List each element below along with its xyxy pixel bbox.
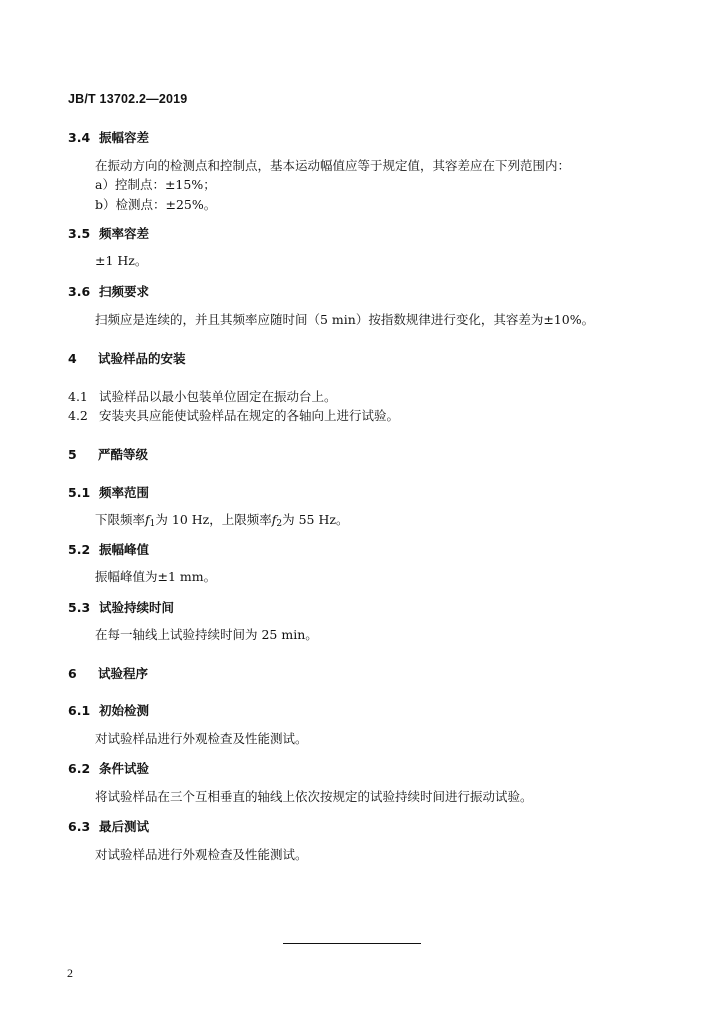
paragraph-6-3: 对试验样品进行外观检查及性能测试。	[95, 847, 308, 862]
heading-4: 4 试验样品的安装	[68, 351, 186, 366]
paragraph-3-4: 在振动方向的检测点和控制点，基本运动幅值应等于规定值，其容差应在下列范围内：	[95, 158, 571, 173]
paragraph-6-1: 对试验样品进行外观检查及性能测试。	[95, 731, 308, 746]
page-number: 2	[67, 966, 73, 980]
paragraph-5-1: 下限频率$f_1$为 10 Hz，上限频率$f_2$为 55 Hz。	[95, 512, 349, 529]
paragraph-3-5: ±1 Hz。	[95, 253, 148, 268]
paragraph-6-2: 将试验样品在三个互相垂直的轴线上依次按规定的试验持续时间进行振动试验。	[95, 789, 533, 804]
list-item-check-point: b）检测点：±25%。	[95, 197, 217, 212]
clause-4-2: 4.2 安装夹具应能使试验样品在规定的各轴向上进行试验。	[68, 408, 400, 423]
heading-3-4: 3.4 振幅容差	[68, 130, 150, 145]
end-of-document-line	[283, 943, 421, 944]
heading-6-2: 6.2 条件试验	[68, 761, 150, 776]
heading-6-1: 6.1 初始检测	[68, 703, 150, 718]
heading-5-3: 5.3 试验持续时间	[68, 600, 175, 615]
clause-4-1: 4.1 试验样品以最小包装单位固定在振动台上。	[68, 389, 337, 404]
paragraph-3-6: 扫频应是连续的，并且其频率应随时间（5 min）按指数规律进行变化，其容差为±10%。	[95, 312, 595, 327]
heading-6-3: 6.3 最后测试	[68, 819, 150, 834]
heading-3-5: 3.5 频率容差	[68, 226, 150, 241]
heading-6: 6 试验程序	[68, 666, 149, 681]
paragraph-5-3: 在每一轴线上试验持续时间为 25 min。	[95, 627, 318, 642]
heading-5-1: 5.1 频率范围	[68, 485, 150, 500]
paragraph-5-2: 振幅峰值为±1 mm。	[95, 569, 217, 584]
heading-5-2: 5.2 振幅峰值	[68, 542, 150, 557]
heading-3-6: 3.6 扫频要求	[68, 284, 150, 299]
standard-code: JB/T 13702.2—2019	[68, 92, 188, 106]
heading-5: 5 严酷等级	[68, 447, 149, 462]
list-item-control-point: a）控制点：±15%；	[95, 177, 216, 192]
